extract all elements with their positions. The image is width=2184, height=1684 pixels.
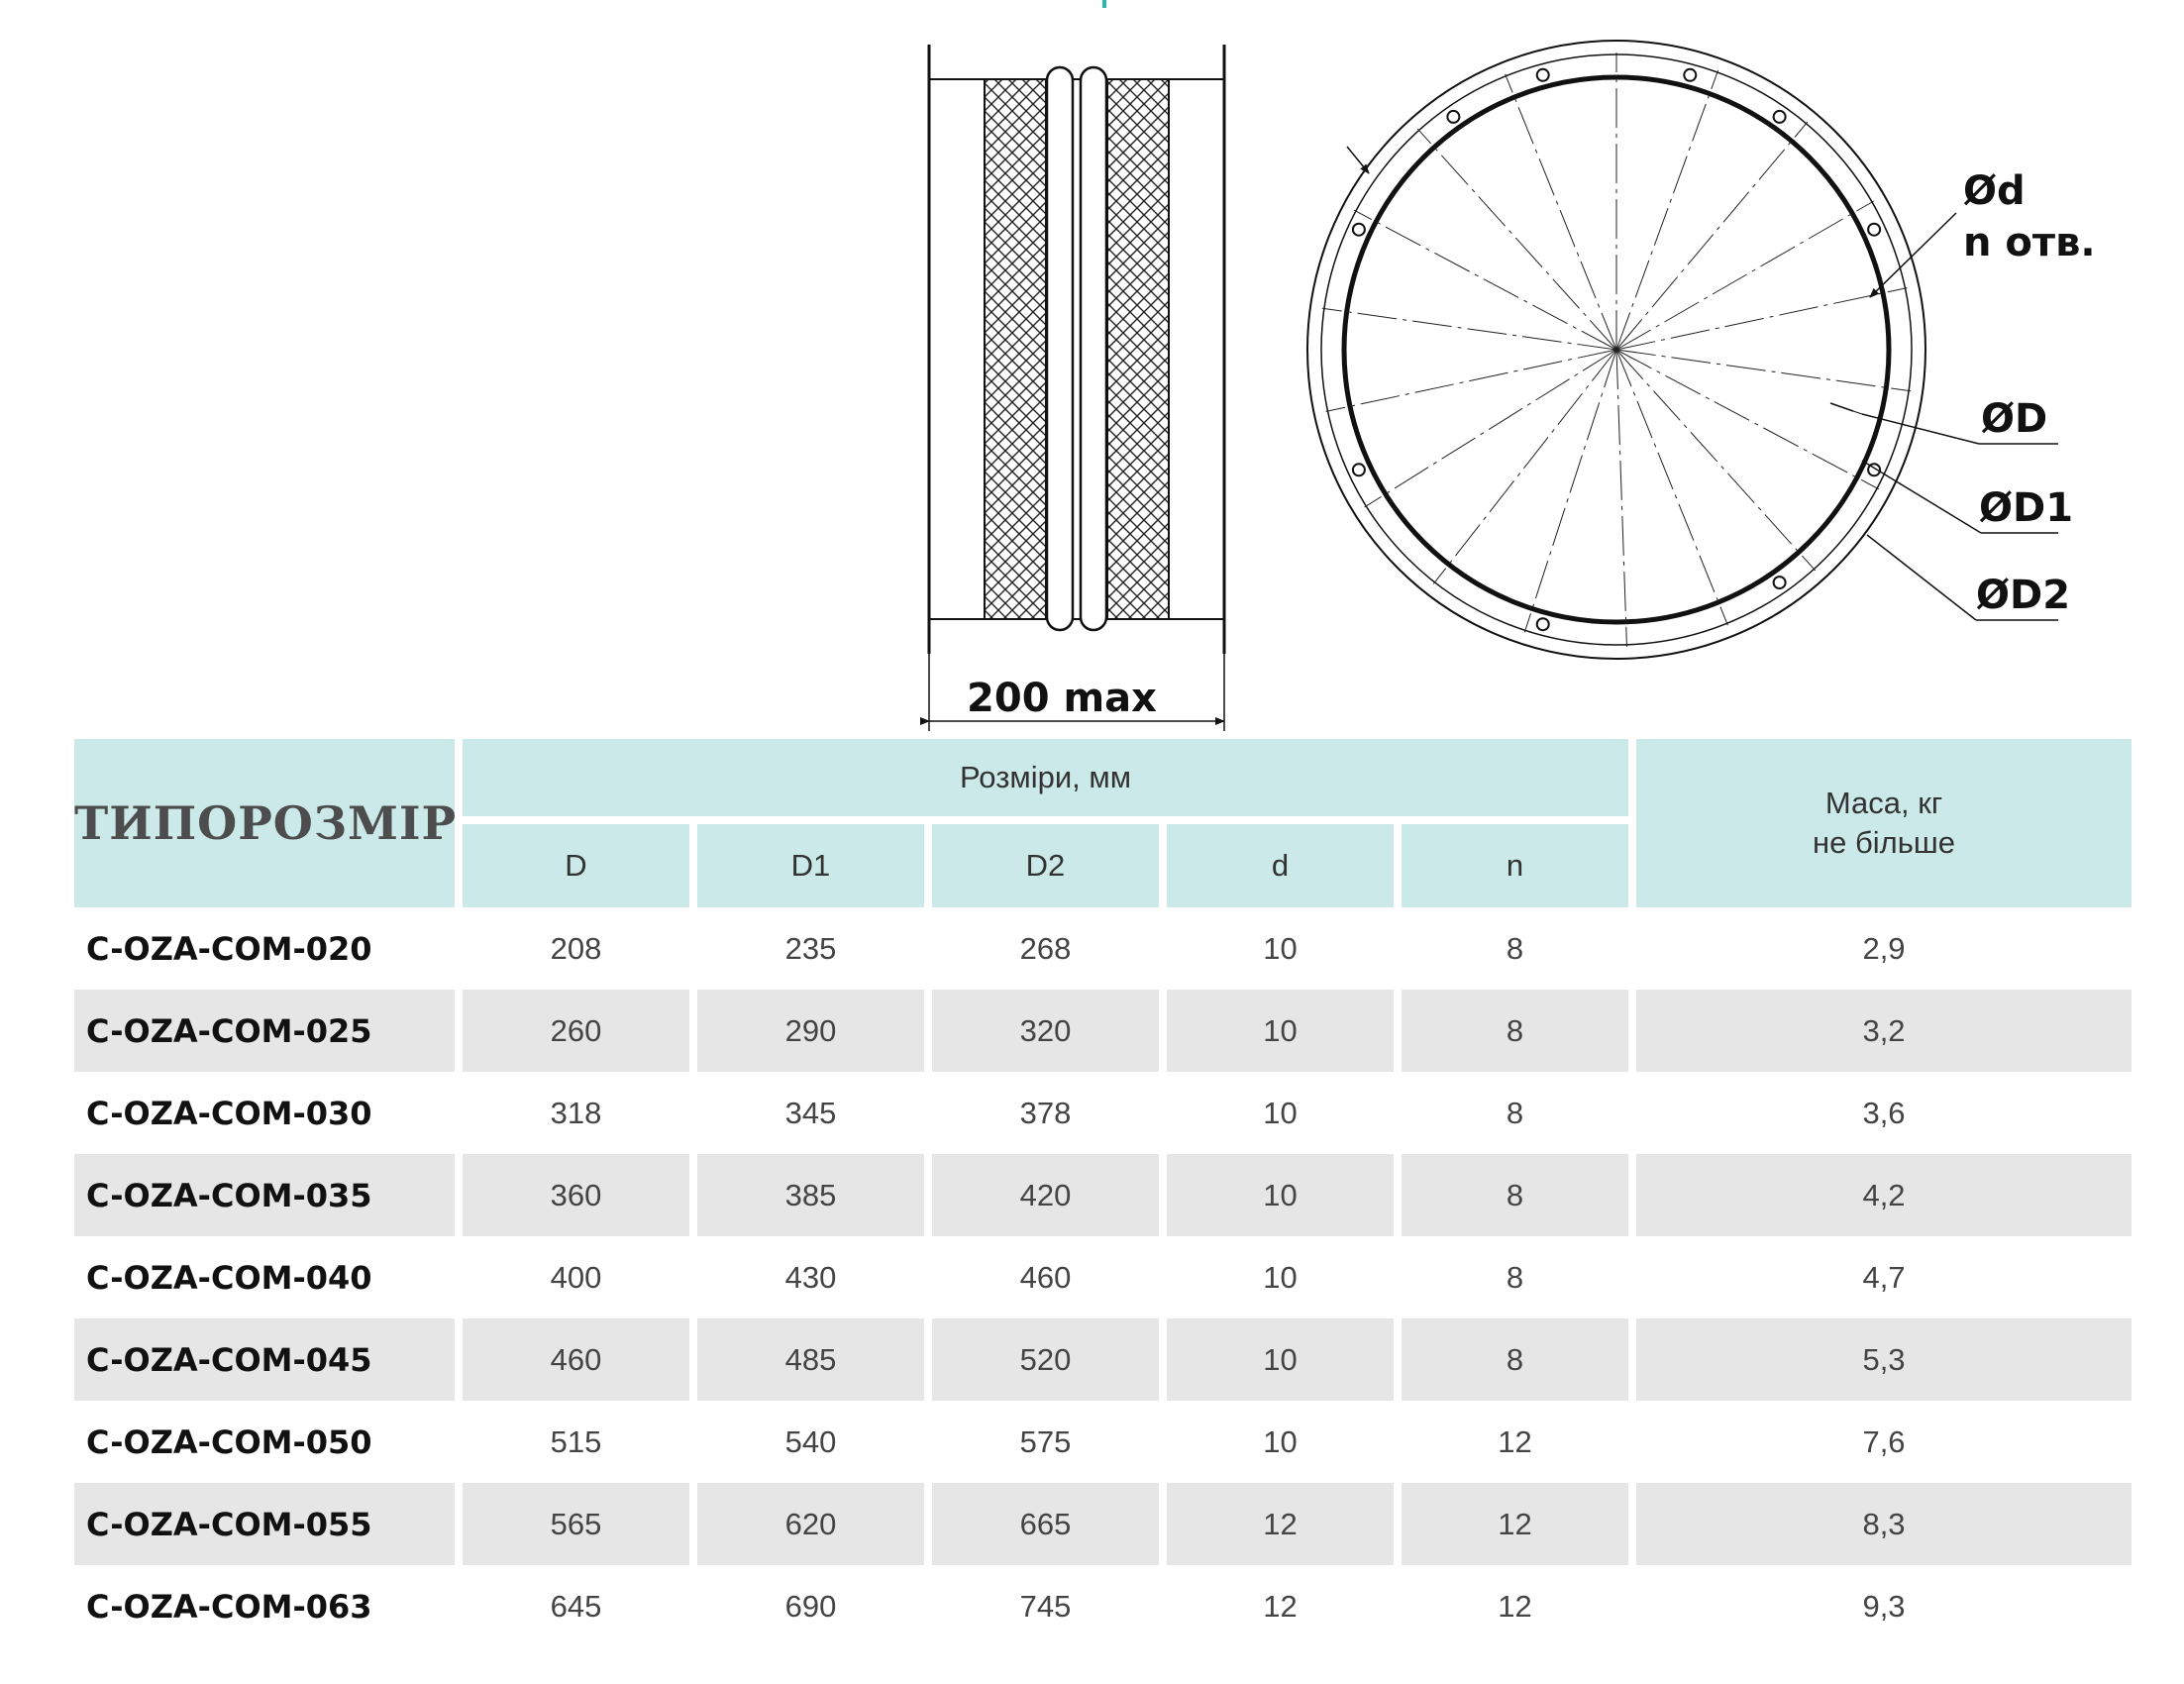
cell-d2: 320	[932, 990, 1159, 1072]
cell-d2: 665	[932, 1483, 1159, 1565]
front-view	[1307, 41, 2058, 659]
cell-d: 10	[1167, 1318, 1394, 1401]
spec-table	[66, 739, 2139, 1647]
centerline	[1616, 350, 1911, 391]
bolt-hole	[1447, 111, 1459, 123]
cell-d1: 430	[697, 1236, 924, 1318]
cell-d: 12	[1167, 1565, 1394, 1647]
cell-d: 400	[463, 1236, 689, 1318]
centerline	[1417, 129, 1616, 350]
cell-d: 10	[1167, 1072, 1394, 1154]
cell-n: 12	[1402, 1565, 1628, 1647]
centerline	[1616, 201, 1874, 350]
cell-model: C-OZA-COM-063	[74, 1565, 455, 1647]
cell-d: 360	[463, 1154, 689, 1236]
bolt-hole	[1537, 618, 1549, 630]
cell-d1: 620	[697, 1483, 924, 1565]
cell-d: 565	[463, 1483, 689, 1565]
technical-drawing	[0, 0, 2184, 753]
table-row	[74, 1072, 2132, 1154]
cell-d1: 290	[697, 990, 924, 1072]
cell-d: 10	[1167, 1236, 1394, 1318]
centerline	[1506, 74, 1616, 350]
cell-n: 8	[1402, 990, 1628, 1072]
cell-mass: 4,2	[1636, 1154, 2132, 1236]
bolt-hole	[1684, 69, 1696, 81]
cell-mass: 8,3	[1636, 1483, 2132, 1565]
cell-n: 8	[1402, 1318, 1628, 1401]
cell-d: 318	[463, 1072, 689, 1154]
cell-mass: 3,2	[1636, 990, 2132, 1072]
table-row	[74, 1401, 2132, 1483]
centerline	[1616, 350, 1879, 489]
cell-d2: 575	[932, 1401, 1159, 1483]
hole-diameter-label: Ød	[1963, 168, 2026, 214]
cell-n: 8	[1402, 907, 1628, 990]
cell-mass: 2,9	[1636, 907, 2132, 990]
cell-model: C-OZA-COM-025	[74, 990, 455, 1072]
bolt-hole	[1774, 577, 1786, 588]
hole-count-label: n отв.	[1963, 220, 2096, 265]
cell-n: 8	[1402, 1236, 1628, 1318]
centerline	[1616, 70, 1718, 350]
bolt-hole	[1353, 464, 1365, 475]
diameter-D2-label: ØD2	[1976, 573, 2071, 618]
table-row	[74, 1483, 2132, 1565]
cell-d: 10	[1167, 990, 1394, 1072]
cell-d: 12	[1167, 1483, 1394, 1565]
table-body	[74, 907, 2132, 1647]
centerline	[1616, 350, 1727, 625]
bolt-hole	[1353, 224, 1365, 236]
clamp-right	[1081, 67, 1106, 630]
mass-header	[1636, 739, 2132, 907]
cell-mass: 7,6	[1636, 1401, 2132, 1483]
diameter-D1-label: ØD1	[1979, 485, 2074, 531]
bolt-hole	[1537, 69, 1549, 81]
insulation-right	[1107, 79, 1169, 619]
cell-model: C-OZA-COM-020	[74, 907, 455, 990]
cell-n: 12	[1402, 1483, 1628, 1565]
cell-d: 515	[463, 1401, 689, 1483]
cell-d: 208	[463, 907, 689, 990]
width-label: 200 max	[967, 676, 1157, 721]
cell-n: 12	[1402, 1401, 1628, 1483]
cell-d: 645	[463, 1565, 689, 1647]
cell-mass: 3,6	[1636, 1072, 2132, 1154]
cell-model: C-OZA-COM-030	[74, 1072, 455, 1154]
cell-model: C-OZA-COM-055	[74, 1483, 455, 1565]
cell-d1: 690	[697, 1565, 924, 1647]
centerline	[1616, 350, 1626, 647]
bolt-hole	[1774, 111, 1786, 123]
cell-mass: 4,7	[1636, 1236, 2132, 1318]
centerline	[1326, 350, 1616, 411]
cell-d: 10	[1167, 907, 1394, 990]
cell-d2: 460	[932, 1236, 1159, 1318]
col-header-D1: D1	[697, 824, 924, 907]
clamp-left	[1047, 67, 1073, 630]
cell-n: 8	[1402, 1154, 1628, 1236]
table-row	[74, 1236, 2132, 1318]
cell-d1: 540	[697, 1401, 924, 1483]
cell-model: C-OZA-COM-050	[74, 1401, 455, 1483]
centerline	[1433, 350, 1616, 583]
cell-d: 10	[1167, 1401, 1394, 1483]
side-view	[929, 45, 1224, 731]
cell-d2: 378	[932, 1072, 1159, 1154]
cell-d2: 420	[932, 1154, 1159, 1236]
dimensions-header: Розміри, мм	[463, 739, 1628, 824]
cell-model: C-OZA-COM-035	[74, 1154, 455, 1236]
cell-d2: 745	[932, 1565, 1159, 1647]
centerline	[1616, 122, 1808, 350]
cell-d: 460	[463, 1318, 689, 1401]
col-header-D2: D2	[932, 824, 1159, 907]
table-row	[74, 1318, 2132, 1401]
cell-d1: 235	[697, 907, 924, 990]
col-header-D: D	[463, 824, 689, 907]
cell-d2: 268	[932, 907, 1159, 990]
centerline	[1322, 308, 1616, 350]
cell-d: 260	[463, 990, 689, 1072]
col-header-n: n	[1402, 824, 1628, 907]
mass-header-line1: Маса, кг	[1824, 786, 1943, 820]
centerline	[1616, 350, 1816, 571]
cell-d1: 485	[697, 1318, 924, 1401]
table-row	[74, 1154, 2132, 1236]
cell-model: C-OZA-COM-045	[74, 1318, 455, 1401]
centerline	[1524, 350, 1616, 632]
bolt-hole	[1868, 224, 1880, 236]
table-row	[74, 1565, 2132, 1647]
cell-model: C-OZA-COM-040	[74, 1236, 455, 1318]
diameter-D-label: ØD	[1981, 396, 2048, 442]
cell-mass: 5,3	[1636, 1318, 2132, 1401]
col-header-d: d	[1167, 824, 1394, 907]
centerline	[1365, 350, 1616, 507]
table-row	[74, 907, 2132, 990]
cell-d1: 345	[697, 1072, 924, 1154]
cell-d2: 520	[932, 1318, 1159, 1401]
cell-n: 8	[1402, 1072, 1628, 1154]
mass-header-line2: не більше	[1813, 825, 1955, 860]
centerline	[1354, 210, 1616, 350]
cell-d1: 385	[697, 1154, 924, 1236]
model-header: ТИПОРОЗМІР	[74, 739, 455, 907]
cell-d: 10	[1167, 1154, 1394, 1236]
cell-mass: 9,3	[1636, 1565, 2132, 1647]
table-row	[74, 990, 2132, 1072]
insulation-left	[985, 79, 1046, 619]
